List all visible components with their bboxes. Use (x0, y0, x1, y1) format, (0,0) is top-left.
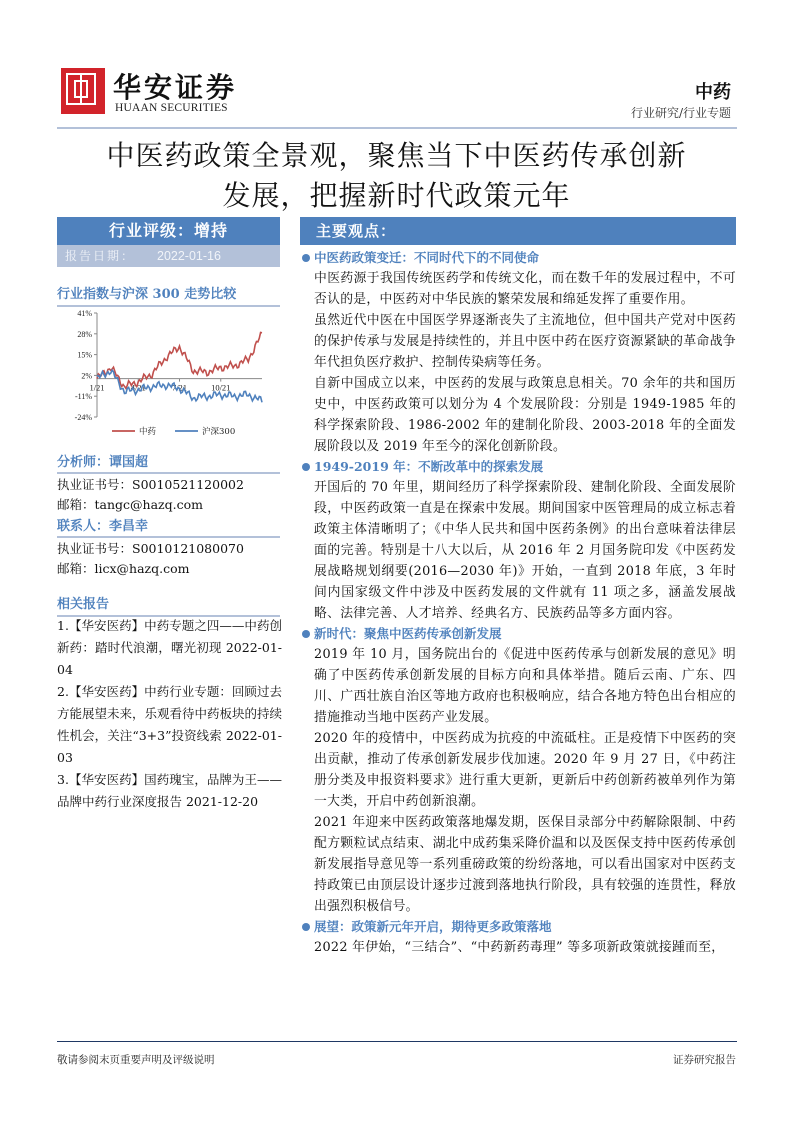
index-comparison-chart (57, 305, 272, 440)
svg-text:28%: 28% (77, 329, 92, 339)
report-title-line2: 发展，把握新时代政策元年 (222, 179, 571, 212)
related-report-item[interactable]: 2.【华安医药】中药行业专题：回顾过去方能展望未来，乐观看待中药板块的持续性机会，关注“3+3”投资线索 2022-01-03 (57, 684, 283, 765)
related-report-item[interactable]: 3.【华安医药】国药瑰宝，品牌为王——品牌中药行业深度报告 2021-12-20 (57, 772, 282, 809)
paragraph: 2019 年 10 月，国务院出台的《促进中医药传承与创新发展的意见》明确了中医药传承创新发展的目标方向和具体举措。随后云南、广东、四川、广西壮族自治区等地方政府也积极响应，结合各地方特色出台相应的措施推动当地中医药产业发展。 (314, 647, 736, 725)
report-title (40, 136, 753, 216)
svg-text:10/21: 10/21 (211, 382, 231, 393)
report-date-label: 报告日期： (65, 249, 136, 263)
svg-text:沪深300: 沪深300 (202, 427, 236, 437)
key-points (300, 248, 736, 958)
company-logo-mark (61, 68, 105, 114)
paragraph: 中医药源于我国传统医药学和传统文化，而在数千年的发展过程中，不可否认的是，中医药对中华民族的繁荣发展和绵延发挥了重要作用。 (314, 271, 736, 307)
svg-text:1/21: 1/21 (89, 382, 105, 393)
point-heading: 1949-2019 年：不断改革中的探索发展 (300, 457, 736, 477)
related-reports-header (57, 593, 280, 617)
analyst-section (57, 451, 280, 579)
paragraph: 2022 年伊始，“三结合”、“中药新药毒理” 等多项新政策就接踵而至， (314, 940, 725, 955)
chart-section (57, 283, 280, 307)
paragraph: 虽然近代中医在中国医学界逐渐丧失了主流地位，但中国共产党对中医药的保护传承与发展是持续性的，并且中医中药在医疗资源紧缺的革命战争年代担负医疗救护、控制传染病等任务。 (314, 313, 736, 370)
paragraph: 自新中国成立以来，中医药的发展与政策息息相关。70 余年的共和国历史中，中医药政策可以划分为 4 个发展阶段：分别是 1949-1985 年的科学探索阶段、1986-2002 年的建制化阶段、2003-2018 年的全面发展阶段以及 2019 年至今的深化创新阶段。 (314, 376, 736, 454)
svg-text:中药: 中药 (139, 427, 157, 437)
bullet-icon (302, 923, 310, 931)
bullet-icon (302, 254, 310, 262)
related-reports-list (57, 615, 282, 813)
chart-title: 行业指数与沪深 300 走势比较 (57, 287, 237, 302)
point-outlook (300, 917, 736, 958)
industry-rating: 行业评级：增持 (57, 217, 280, 245)
svg-text:4/21: 4/21 (130, 382, 146, 393)
footer-doc-type: 证券研究报告 (673, 1054, 736, 1066)
contact-title: 联系人：李昌幸 (57, 519, 149, 534)
contact-rule (57, 536, 280, 538)
contact-cert: 执业证书号：S0010121080070 (57, 541, 244, 556)
bullet-icon (302, 630, 310, 638)
point-new-era (300, 624, 736, 917)
report-date-value: 2022-01-16 (157, 249, 221, 263)
report-title-line1: 中医药政策全景观，聚焦当下中医药传承创新 (106, 139, 687, 172)
svg-text:41%: 41% (77, 309, 92, 318)
svg-text:2%: 2% (81, 371, 92, 381)
footer-divider (57, 1041, 737, 1042)
related-reports-title: 相关报告 (57, 597, 110, 612)
related-report-item[interactable]: 1.【华安医药】中药专题之四——中药创新药：踏时代浪潮，曙光初现 2022-01-04 (57, 618, 282, 677)
svg-text:7/21: 7/21 (171, 382, 188, 393)
point-heading: 中医药政策变迁：不同时代下的不同使命 (300, 248, 736, 268)
svg-text:-24%: -24% (74, 413, 92, 422)
footer-disclaimer: 敬请参阅末页重要声明及评级说明 (57, 1054, 215, 1066)
report-date-bar (57, 245, 280, 267)
paragraph: 开国后的 70 年里，期间经历了科学探索阶段、建制化阶段、全面发展阶段，中医药政策一直是在探索中发展。期间国家中医管理局的成立标志着政策主体清晰明了；《中华人民共和国中医药条例》的出台意味着法律层面的完善。特别是十八大以后，从 2016 年 2 月国务院印发《中医药发展战略规划纲要(2016—2030 年)》开始，一直到 2018 年底，3 年时间内国家级文件中涉及中医药发展的文件就有 11 项之多，涵盖发展战略、法律完善、人才培养、经典名方、民族药品等多方面内容。 (314, 480, 736, 621)
analyst-rule (57, 472, 280, 474)
point-1949-2019 (300, 457, 736, 624)
svg-text:-11%: -11% (74, 392, 92, 402)
point-heading: 展望：政策新元年开启，期待更多政策落地 (300, 917, 736, 937)
point-policy-evolution (300, 248, 736, 457)
line-chart (57, 305, 272, 440)
sector-label: 中药 (695, 82, 731, 103)
header-divider (57, 127, 737, 129)
svg-text:15%: 15% (77, 350, 92, 360)
paragraph: 2020 年的疫情中，中医药成为抗疫的中流砥柱。正是疫情下中医药的突出贡献，推动了传承创新发展步伐加速。2020 年 9 月 27 日，《中药注册分类及申报资料要求》进行重大更新，更新后中药创新药被单列作为第一大类，开启中药创新浪潮。 (314, 731, 736, 809)
analyst-email[interactable]: 邮箱：tangc@hazq.com (57, 497, 203, 512)
analyst-cert: 执业证书号：S0010521120002 (57, 477, 244, 492)
company-logo-english: HUAAN SECURITIES (115, 102, 228, 114)
analyst-title: 分析师：谭国超 (57, 455, 149, 470)
point-heading: 新时代：聚焦中医药传承创新发展 (300, 624, 736, 644)
company-logo-text: 华安证券 (113, 71, 238, 104)
contact-email[interactable]: 邮箱：licx@hazq.com (57, 561, 190, 576)
bullet-icon (302, 463, 310, 471)
key-points-header: 主要观点： (300, 217, 736, 245)
paragraph: 2021 年迎来中医药政策落地爆发期，医保目录部分中药解除限制、中药配方颗粒试点结束、湖北中成药集采降价温和以及医保支持中医药传承创新发展指导意见等一系列重磅政策的纷纷落地，可以看出国家对中医药支持政策已由顶层设计逐步过渡到落地执行阶段，具有较强的连贯性，释放出强烈积极信号。 (314, 815, 736, 914)
report-type: 行业研究/行业专题 (630, 106, 731, 120)
